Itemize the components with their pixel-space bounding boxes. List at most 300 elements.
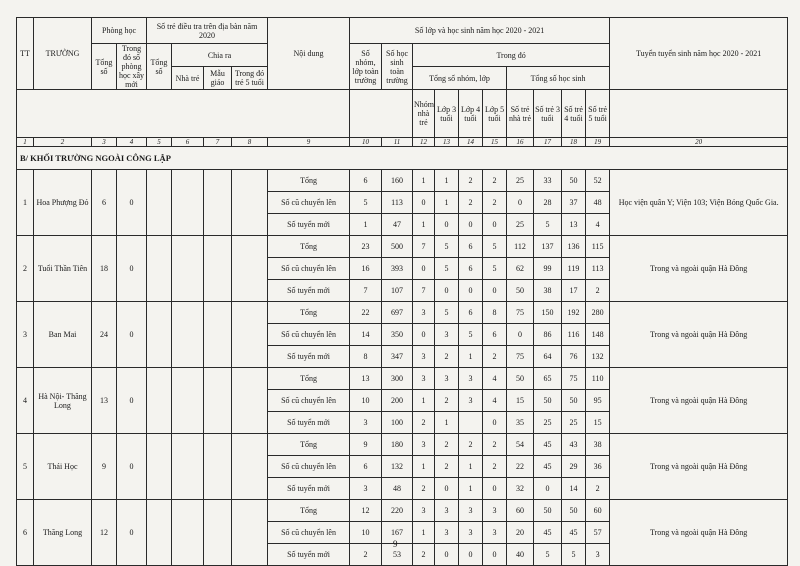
column-index-cell: 14 <box>459 138 483 147</box>
school-name: Hoa Phượng Đỏ <box>34 170 92 236</box>
header-students-3: Số trẻ 3 tuổi <box>534 90 562 138</box>
value-cell: 35 <box>507 412 534 434</box>
value-cell: 50 <box>507 368 534 390</box>
value-cell: 20 <box>507 522 534 544</box>
column-index-cell: 17 <box>534 138 562 147</box>
survey-cell <box>232 236 268 302</box>
value-cell: 53 <box>382 544 413 566</box>
survey-cell <box>204 500 232 566</box>
row-category: Tổng <box>268 500 350 522</box>
value-cell: 110 <box>586 368 610 390</box>
survey-cell <box>232 500 268 566</box>
header-class-count: Số nhóm, lớp toàn trường <box>350 44 382 90</box>
rooms-total: 24 <box>92 302 117 368</box>
value-cell: 57 <box>586 522 610 544</box>
survey-cell <box>172 434 204 500</box>
row-category: Số cũ chuyển lên <box>268 522 350 544</box>
value-cell: 0 <box>483 544 507 566</box>
value-cell: 100 <box>382 412 413 434</box>
value-cell: 75 <box>507 302 534 324</box>
value-cell: 200 <box>382 390 413 412</box>
school-index: 2 <box>17 236 34 302</box>
value-cell: 1 <box>459 456 483 478</box>
value-cell: 0 <box>459 544 483 566</box>
table-row <box>17 236 788 258</box>
value-cell: 2 <box>413 544 435 566</box>
column-index-cell: 9 <box>268 138 350 147</box>
value-cell: 54 <box>507 434 534 456</box>
column-index-cell: 10 <box>350 138 382 147</box>
value-cell: 115 <box>586 236 610 258</box>
value-cell: 52 <box>586 170 610 192</box>
value-cell: 137 <box>534 236 562 258</box>
value-cell: 2 <box>435 434 459 456</box>
value-cell: 3 <box>459 390 483 412</box>
value-cell: 2 <box>483 434 507 456</box>
row-category: Tổng <box>268 434 350 456</box>
header-classes-students: Số lớp và học sinh năm học 2020 - 2021 <box>350 18 610 44</box>
table-row <box>17 434 788 456</box>
new-rooms: 0 <box>117 368 147 434</box>
column-index-cell: 5 <box>147 138 172 147</box>
value-cell: 5 <box>350 192 382 214</box>
value-cell: 9 <box>350 434 382 456</box>
value-cell: 25 <box>507 214 534 236</box>
value-cell: 697 <box>382 302 413 324</box>
column-index-cell: 15 <box>483 138 507 147</box>
school-name: Thăng Long <box>34 500 92 566</box>
header-content: Nội dung <box>268 18 350 90</box>
school-index: 1 <box>17 170 34 236</box>
rooms-total: 18 <box>92 236 117 302</box>
value-cell: 10 <box>350 522 382 544</box>
row-category: Số tuyển mới <box>268 280 350 302</box>
header-students-nursery: Số trẻ nhà trẻ <box>507 90 534 138</box>
value-cell: 300 <box>382 368 413 390</box>
value-cell: 29 <box>562 456 586 478</box>
survey-cell <box>204 170 232 236</box>
value-cell: 60 <box>586 500 610 522</box>
new-rooms: 0 <box>117 500 147 566</box>
school-name: Ban Mai <box>34 302 92 368</box>
value-cell: 1 <box>413 390 435 412</box>
value-cell: 62 <box>507 258 534 280</box>
value-cell: 5 <box>483 236 507 258</box>
value-cell: 14 <box>350 324 382 346</box>
new-rooms: 0 <box>117 434 147 500</box>
value-cell: 2 <box>586 478 610 500</box>
value-cell: 50 <box>562 500 586 522</box>
value-cell: 0 <box>435 280 459 302</box>
header-class-5: Lớp 5 tuổi <box>483 90 507 138</box>
header-spacer-3 <box>610 90 788 138</box>
survey-cell <box>147 500 172 566</box>
value-cell: 45 <box>534 434 562 456</box>
value-cell: 116 <box>562 324 586 346</box>
header-rooms: Phòng học <box>92 18 147 44</box>
rooms-total: 6 <box>92 170 117 236</box>
value-cell: 50 <box>562 390 586 412</box>
header-nursery: Nhà trẻ <box>172 67 204 90</box>
header-total-classes: Tổng số nhóm, lớp <box>413 67 507 90</box>
value-cell: 0 <box>435 214 459 236</box>
header-children-total: Tổng số <box>147 44 172 90</box>
value-cell: 43 <box>562 434 586 456</box>
value-cell: 0 <box>483 412 507 434</box>
school-name: Thái Học <box>34 434 92 500</box>
section-row <box>17 147 788 170</box>
enrollment-area: Trong và ngoài quận Hà Đông <box>610 434 788 500</box>
value-cell: 3 <box>459 500 483 522</box>
value-cell: 32 <box>507 478 534 500</box>
value-cell: 136 <box>562 236 586 258</box>
column-index-cell: 1 <box>17 138 34 147</box>
value-cell: 3 <box>435 368 459 390</box>
value-cell: 148 <box>586 324 610 346</box>
new-rooms: 0 <box>117 302 147 368</box>
school-name: Hà Nội- Thăng Long <box>34 368 92 434</box>
value-cell: 50 <box>534 500 562 522</box>
value-cell: 0 <box>507 324 534 346</box>
table-row <box>17 170 788 192</box>
value-cell: 4 <box>586 214 610 236</box>
value-cell: 3 <box>413 500 435 522</box>
value-cell: 38 <box>586 434 610 456</box>
value-cell: 220 <box>382 500 413 522</box>
value-cell: 3 <box>413 302 435 324</box>
value-cell: 17 <box>562 280 586 302</box>
value-cell: 10 <box>350 390 382 412</box>
enrollment-area: Học viện quân Y; Viện 103; Viện Bỏng Quốc Gia. <box>610 170 788 236</box>
value-cell: 3 <box>350 412 382 434</box>
value-cell: 0 <box>483 478 507 500</box>
school-index: 6 <box>17 500 34 566</box>
value-cell: 0 <box>534 478 562 500</box>
header-kindergarten: Mẫu giáo <box>204 67 232 90</box>
header-student-count: Số học sinh toàn trường <box>382 44 413 90</box>
value-cell: 5 <box>459 324 483 346</box>
value-cell: 64 <box>534 346 562 368</box>
header-new-rooms: Trong đó số phòng học xây mới <box>117 44 147 90</box>
value-cell: 2 <box>413 478 435 500</box>
value-cell: 107 <box>382 280 413 302</box>
column-index-cell: 8 <box>232 138 268 147</box>
value-cell: 38 <box>534 280 562 302</box>
survey-cell <box>147 236 172 302</box>
value-cell: 22 <box>350 302 382 324</box>
value-cell: 28 <box>534 192 562 214</box>
value-cell: 5 <box>435 302 459 324</box>
row-category: Số cũ chuyển lên <box>268 192 350 214</box>
value-cell: 113 <box>382 192 413 214</box>
value-cell: 5 <box>562 544 586 566</box>
value-cell: 6 <box>459 302 483 324</box>
value-cell: 2 <box>435 456 459 478</box>
value-cell: 0 <box>483 280 507 302</box>
value-cell: 347 <box>382 346 413 368</box>
value-cell: 132 <box>586 346 610 368</box>
value-cell: 2 <box>483 192 507 214</box>
value-cell: 5 <box>483 258 507 280</box>
row-category: Số cũ chuyển lên <box>268 258 350 280</box>
value-cell: 180 <box>382 434 413 456</box>
value-cell: 0 <box>459 280 483 302</box>
row-category: Số tuyển mới <box>268 214 350 236</box>
value-cell: 3 <box>413 434 435 456</box>
header-class-4: Lớp 4 tuổi <box>459 90 483 138</box>
survey-cell <box>232 170 268 236</box>
value-cell: 23 <box>350 236 382 258</box>
rooms-total: 13 <box>92 368 117 434</box>
value-cell: 3 <box>483 500 507 522</box>
value-cell: 1 <box>459 478 483 500</box>
value-cell: 350 <box>382 324 413 346</box>
value-cell: 22 <box>507 456 534 478</box>
value-cell: 50 <box>562 170 586 192</box>
new-rooms: 0 <box>117 170 147 236</box>
header-of-which: Trong đó <box>413 44 610 67</box>
value-cell: 50 <box>507 280 534 302</box>
value-cell: 1 <box>459 346 483 368</box>
value-cell: 0 <box>413 324 435 346</box>
value-cell: 1 <box>435 192 459 214</box>
row-category: Số tuyển mới <box>268 544 350 566</box>
value-cell: 2 <box>459 170 483 192</box>
rooms-total: 12 <box>92 500 117 566</box>
column-index-cell: 11 <box>382 138 413 147</box>
value-cell: 3 <box>459 368 483 390</box>
value-cell: 5 <box>435 236 459 258</box>
value-cell: 40 <box>507 544 534 566</box>
value-cell: 6 <box>459 236 483 258</box>
value-cell: 1 <box>435 170 459 192</box>
survey-cell <box>172 500 204 566</box>
row-category: Số cũ chuyển lên <box>268 390 350 412</box>
value-cell: 25 <box>534 412 562 434</box>
column-index-cell: 4 <box>117 138 147 147</box>
survey-cell <box>147 302 172 368</box>
header-students-4: Số trẻ 4 tuổi <box>562 90 586 138</box>
header-rooms-total: Tổng số <box>92 44 117 90</box>
column-index-cell: 20 <box>610 138 788 147</box>
value-cell: 280 <box>586 302 610 324</box>
value-cell: 393 <box>382 258 413 280</box>
value-cell: 60 <box>507 500 534 522</box>
header-total-students: Tổng số học sinh <box>507 67 610 90</box>
column-index-cell: 19 <box>586 138 610 147</box>
column-index-cell: 16 <box>507 138 534 147</box>
value-cell: 3 <box>350 478 382 500</box>
value-cell: 3 <box>586 544 610 566</box>
header-five-year: Trong đó trẻ 5 tuổi <box>232 67 268 90</box>
survey-cell <box>172 302 204 368</box>
value-cell: 25 <box>562 412 586 434</box>
header-tt: TT <box>17 18 34 90</box>
school-name: Tuổi Thần Tiên <box>34 236 92 302</box>
value-cell: 75 <box>562 368 586 390</box>
value-cell: 15 <box>507 390 534 412</box>
value-cell: 15 <box>586 412 610 434</box>
value-cell: 167 <box>382 522 413 544</box>
header-spacer <box>17 90 350 138</box>
value-cell: 1 <box>413 214 435 236</box>
enrollment-table <box>16 17 788 566</box>
new-rooms: 0 <box>117 236 147 302</box>
survey-cell <box>204 236 232 302</box>
value-cell: 112 <box>507 236 534 258</box>
school-index: 4 <box>17 368 34 434</box>
header-survey: Số trẻ điều tra trên địa bàn năm 2020 <box>147 18 268 44</box>
value-cell: 2 <box>413 412 435 434</box>
value-cell: 3 <box>483 522 507 544</box>
value-cell: 1 <box>413 170 435 192</box>
enrollment-area: Trong và ngoài quận Hà Đông <box>610 236 788 302</box>
value-cell: 0 <box>507 192 534 214</box>
value-cell: 7 <box>413 236 435 258</box>
column-index-cell: 7 <box>204 138 232 147</box>
value-cell: 0 <box>413 192 435 214</box>
table-row <box>17 500 788 522</box>
value-cell: 150 <box>534 302 562 324</box>
header-spacer-2 <box>350 90 413 138</box>
value-cell: 37 <box>562 192 586 214</box>
value-cell: 160 <box>382 170 413 192</box>
value-cell: 48 <box>586 192 610 214</box>
value-cell: 2 <box>435 346 459 368</box>
value-cell: 25 <box>507 170 534 192</box>
value-cell: 2 <box>459 192 483 214</box>
column-index-cell: 3 <box>92 138 117 147</box>
value-cell: 36 <box>586 456 610 478</box>
page-number: 9 <box>393 539 398 549</box>
enrollment-area: Trong và ngoài quận Hà Đông <box>610 302 788 368</box>
value-cell: 5 <box>534 544 562 566</box>
header-class-3: Lớp 3 tuổi <box>435 90 459 138</box>
enrollment-area: Trong và ngoài quận Hà Đông <box>610 368 788 434</box>
enrollment-area: Trong và ngoài quận Hà Đông <box>610 500 788 566</box>
school-index: 3 <box>17 302 34 368</box>
value-cell: 0 <box>459 214 483 236</box>
value-cell: 6 <box>459 258 483 280</box>
value-cell: 3 <box>435 522 459 544</box>
survey-cell <box>172 170 204 236</box>
value-cell: 45 <box>534 522 562 544</box>
value-cell <box>459 412 483 434</box>
column-index-cell: 2 <box>34 138 92 147</box>
column-index-cell: 12 <box>413 138 435 147</box>
value-cell: 2 <box>459 434 483 456</box>
value-cell: 3 <box>435 324 459 346</box>
value-cell: 2 <box>483 346 507 368</box>
row-category: Tổng <box>268 368 350 390</box>
column-index-cell: 18 <box>562 138 586 147</box>
value-cell: 6 <box>350 456 382 478</box>
school-index: 5 <box>17 434 34 500</box>
table-row <box>17 302 788 324</box>
value-cell: 4 <box>483 368 507 390</box>
survey-cell <box>204 368 232 434</box>
value-cell: 14 <box>562 478 586 500</box>
value-cell: 47 <box>382 214 413 236</box>
value-cell: 65 <box>534 368 562 390</box>
value-cell: 1 <box>413 522 435 544</box>
value-cell: 6 <box>483 324 507 346</box>
table-body <box>17 138 788 566</box>
value-cell: 2 <box>483 456 507 478</box>
value-cell: 33 <box>534 170 562 192</box>
value-cell: 0 <box>435 478 459 500</box>
survey-cell <box>204 434 232 500</box>
value-cell: 3 <box>459 522 483 544</box>
header-enrollment-area: Tuyển tuyển sinh năm học 2020 - 2021 <box>610 18 788 90</box>
value-cell: 2 <box>586 280 610 302</box>
header-breakdown: Chia ra <box>172 44 268 67</box>
value-cell: 99 <box>534 258 562 280</box>
row-category: Số cũ chuyển lên <box>268 324 350 346</box>
value-cell: 1 <box>413 456 435 478</box>
value-cell: 1 <box>350 214 382 236</box>
column-index-cell: 6 <box>172 138 204 147</box>
survey-cell <box>147 170 172 236</box>
value-cell: 13 <box>562 214 586 236</box>
value-cell: 95 <box>586 390 610 412</box>
column-index-row <box>17 138 788 147</box>
value-cell: 5 <box>534 214 562 236</box>
row-category: Tổng <box>268 170 350 192</box>
value-cell: 45 <box>562 522 586 544</box>
value-cell: 8 <box>350 346 382 368</box>
value-cell: 16 <box>350 258 382 280</box>
value-cell: 86 <box>534 324 562 346</box>
value-cell: 0 <box>483 214 507 236</box>
row-category: Số tuyển mới <box>268 412 350 434</box>
value-cell: 0 <box>413 258 435 280</box>
table-row <box>17 368 788 390</box>
value-cell: 7 <box>413 280 435 302</box>
row-category: Số tuyển mới <box>268 478 350 500</box>
survey-cell <box>172 368 204 434</box>
value-cell: 5 <box>435 258 459 280</box>
value-cell: 13 <box>350 368 382 390</box>
value-cell: 6 <box>350 170 382 192</box>
value-cell: 132 <box>382 456 413 478</box>
value-cell: 2 <box>435 390 459 412</box>
value-cell: 3 <box>435 500 459 522</box>
rooms-total: 9 <box>92 434 117 500</box>
value-cell: 7 <box>350 280 382 302</box>
section-title: B/ KHỐI TRƯỜNG NGOÀI CÔNG LẬP <box>17 147 788 170</box>
value-cell: 2 <box>483 170 507 192</box>
value-cell: 500 <box>382 236 413 258</box>
value-cell: 1 <box>435 412 459 434</box>
row-category: Tổng <box>268 302 350 324</box>
value-cell: 0 <box>435 544 459 566</box>
survey-cell <box>232 368 268 434</box>
value-cell: 113 <box>586 258 610 280</box>
value-cell: 2 <box>350 544 382 566</box>
value-cell: 75 <box>507 346 534 368</box>
value-cell: 3 <box>413 346 435 368</box>
value-cell: 192 <box>562 302 586 324</box>
value-cell: 4 <box>483 390 507 412</box>
value-cell: 8 <box>483 302 507 324</box>
survey-cell <box>232 302 268 368</box>
value-cell: 12 <box>350 500 382 522</box>
value-cell: 50 <box>534 390 562 412</box>
row-category: Tổng <box>268 236 350 258</box>
survey-cell <box>232 434 268 500</box>
header-students-5: Số trẻ 5 tuổi <box>586 90 610 138</box>
